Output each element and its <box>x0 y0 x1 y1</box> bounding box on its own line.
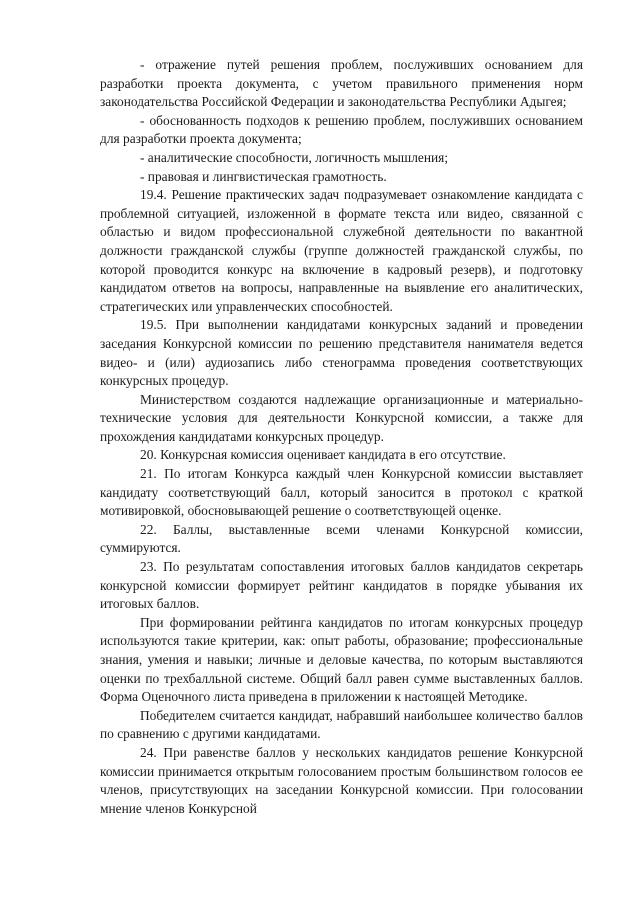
paragraph-19-5: 19.5. При выполнении кандидатами конкурсных заданий и проведении заседания Конкурсной комиссии по решению представителя нанимателя ведется видео- и (или) аудиозапись либо стенограмма проведения соответствующих конкурсных процедур. <box>100 317 583 389</box>
paragraph-23: 23. По результатам сопоставления итоговых баллов кандидатов секретарь конкурсной комиссии формирует рейтинг кандидатов в порядке убывания их итоговых баллов. <box>100 559 583 612</box>
paragraph-21: 21. По итогам Конкурса каждый член Конкурсной комиссии выставляет кандидату соответствующий балл, который заносится в протокол с краткой мотивировкой, обосновывающей решение о соответствующей оценке. <box>100 466 583 519</box>
paragraph-criteria-literacy: - правовая и лингвистическая грамотность. <box>140 168 387 184</box>
paragraph-19-4: 19.4. Решение практических задач подразумевает ознакомление кандидата с проблемной ситуацией, изложенной в формате текста или видео, связанной с областью и видом профессиональной служебной деятельности по вакантной должности гражданской службы (группе должностей гражданской службы, по которой проводится конкурс на включение в кадровый резерв), и подготовку кандидатом ответов на вопросы, направленные на выявление его аналитических, стратегических или управленческих способностей. <box>100 187 583 314</box>
paragraph-ministry-conditions: Министерством создаются надлежащие организационные и материально-технические условия для деятельности Конкурсной комиссии, а также для прохождения кандидатами конкурсных процедур. <box>100 391 583 444</box>
paragraph-rating-criteria: При формировании рейтинга кандидатов по итогам конкурсных процедур используются такие критерии, как: опыт работы, образование; профессиональные знания, умения и навыки; личные и деловые качества, по которым выставляются оценки по трехбалльной системе. Общий балл равен сумме выставленных баллов. Форма Оценочного листа приведена в приложении к настоящей Методике. <box>100 614 583 705</box>
paragraph-22: 22. Баллы, выставленные всеми членами Конкурсной комиссии, суммируются. <box>100 521 583 556</box>
paragraph-criteria-approach: - обоснованность подходов к решению проблем, послуживших основанием для разработки проекта документа; <box>100 112 583 147</box>
paragraph-24: 24. При равенстве баллов у нескольких кандидатов решение Конкурсной комиссии принимается открытым голосованием простым большинством голосов ее членов, присутствующих на заседании Конкурсной комиссии. При голосовании мнение членов Конкурсной <box>100 744 583 816</box>
paragraph-criteria-solutions: - отражение путей решения проблем, послуживших основанием для разработки проекта документа, с учетом правильного применения норм законодательства Российской Федерации и законодательства Республики Адыгея; <box>100 57 583 110</box>
paragraph-winner: Победителем считается кандидат, набравший наибольшее количество баллов по сравнению с другими кандидатами. <box>100 707 583 742</box>
paragraph-criteria-analytics: - аналитические способности, логичность мышления; <box>140 149 449 165</box>
document-page <box>100 56 583 818</box>
paragraph-20: 20. Конкурсная комиссия оценивает кандидата в его отсутствие. <box>140 447 506 463</box>
